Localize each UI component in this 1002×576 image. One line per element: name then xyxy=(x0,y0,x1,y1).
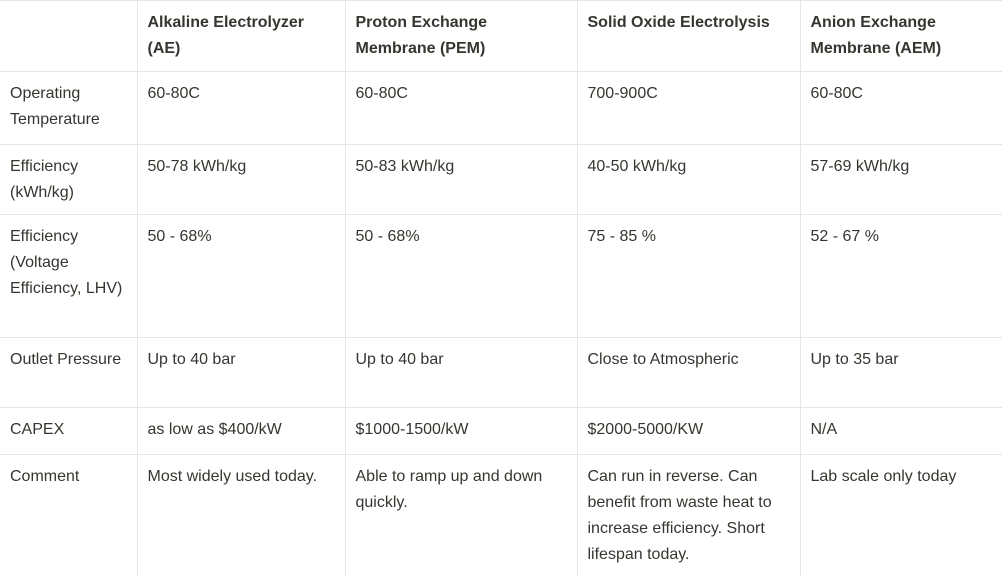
table-cell: Can run in reverse. Can benefit from waste heat to increase efficiency. Short lifespan today. xyxy=(577,455,800,576)
table-cell: N/A xyxy=(800,408,1002,455)
table-row-efficiency-kwh-kg xyxy=(0,145,1002,215)
column-header-solid-oxide-electrolysis: Solid Oxide Electrolysis xyxy=(577,1,800,72)
row-header-capex: CAPEX xyxy=(0,408,137,455)
row-header-comment: Comment xyxy=(0,455,137,576)
table-row-comment xyxy=(0,455,1002,576)
table-row-efficiency-voltage-lhv xyxy=(0,215,1002,338)
table-cell: $1000-1500/kW xyxy=(345,408,577,455)
table-cell: 52 - 67 % xyxy=(800,215,1002,338)
column-header-alkaline-electrolyzer: Alkaline Electrolyzer (AE) xyxy=(137,1,345,72)
table-cell: 50-78 kWh/kg xyxy=(137,145,345,215)
table-cell: 75 - 85 % xyxy=(577,215,800,338)
table-cell: 50 - 68% xyxy=(137,215,345,338)
table-cell: Up to 40 bar xyxy=(345,338,577,408)
table-row-capex xyxy=(0,408,1002,455)
row-header-outlet-pressure: Outlet Pressure xyxy=(0,338,137,408)
table-cell: 700-900C xyxy=(577,72,800,145)
table-cell: Close to Atmospheric xyxy=(577,338,800,408)
table-row-outlet-pressure xyxy=(0,338,1002,408)
table-cell: Up to 35 bar xyxy=(800,338,1002,408)
table-cell: Most widely used today. xyxy=(137,455,345,576)
header-row xyxy=(0,1,1002,72)
table-cell: 60-80C xyxy=(345,72,577,145)
table-cell: 60-80C xyxy=(800,72,1002,145)
table-row-operating-temperature xyxy=(0,72,1002,145)
table-cell: 50-83 kWh/kg xyxy=(345,145,577,215)
table-cell: 40-50 kWh/kg xyxy=(577,145,800,215)
table-cell: $2000-5000/KW xyxy=(577,408,800,455)
table-cell: 57-69 kWh/kg xyxy=(800,145,1002,215)
row-header-efficiency-kwh-kg: Efficiency (kWh/kg) xyxy=(0,145,137,215)
table-cell: Lab scale only today xyxy=(800,455,1002,576)
column-header-anion-exchange-membrane: Anion Exchange Membrane (AEM) xyxy=(800,1,1002,72)
row-header-operating-temperature: Operating Temperature xyxy=(0,72,137,145)
column-header-blank xyxy=(0,1,137,72)
table-cell: Up to 40 bar xyxy=(137,338,345,408)
table-cell: Able to ramp up and down quickly. xyxy=(345,455,577,576)
table-cell: 60-80C xyxy=(137,72,345,145)
table-cell: as low as $400/kW xyxy=(137,408,345,455)
table-cell: 50 - 68% xyxy=(345,215,577,338)
row-header-efficiency-voltage-lhv: Efficiency (Voltage Efficiency, LHV) xyxy=(0,215,137,338)
column-header-proton-exchange-membrane: Proton Exchange Membrane (PEM) xyxy=(345,1,577,72)
